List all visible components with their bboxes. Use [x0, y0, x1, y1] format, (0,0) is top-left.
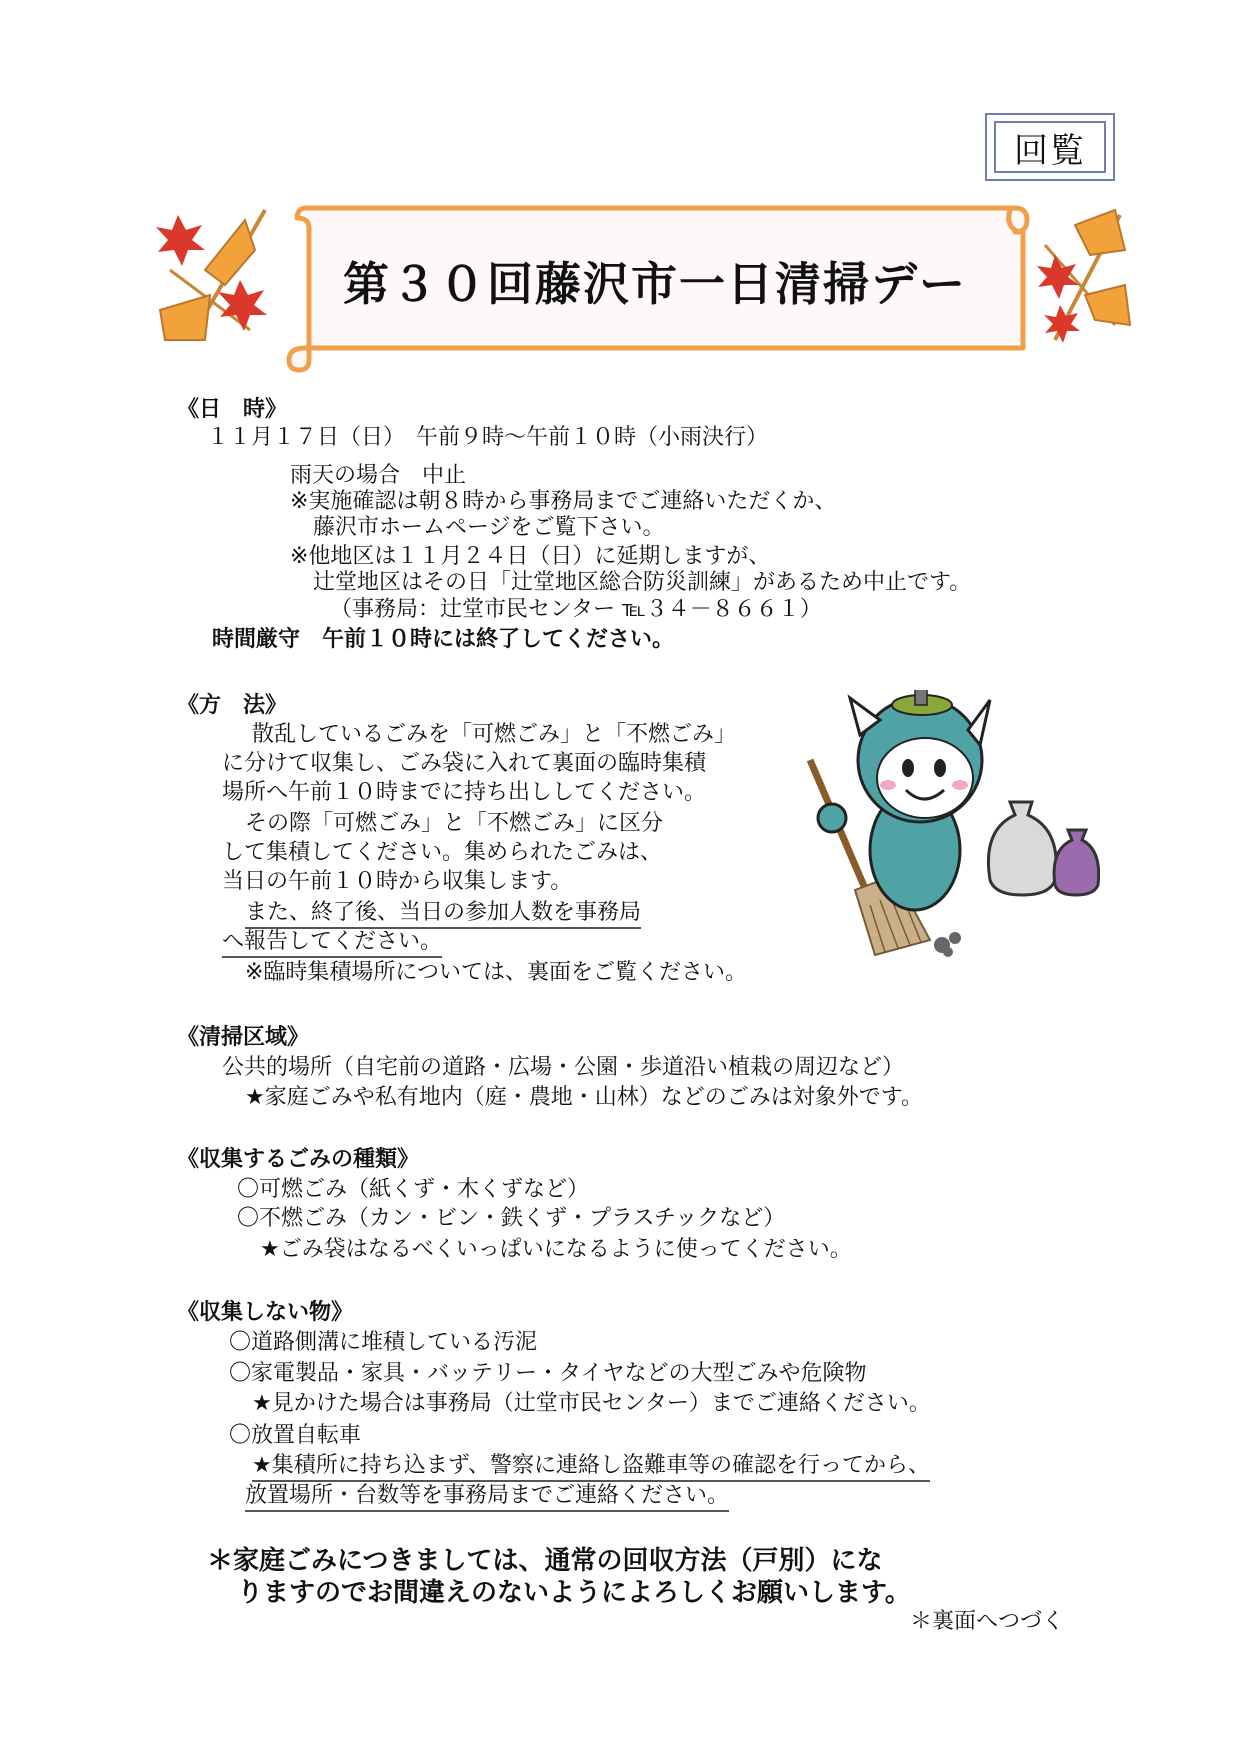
method-heading: 《方 法》 [177, 693, 288, 718]
excluded-note: ★見かけた場合は事務局（辻堂市民センター）までご連絡ください。 [252, 1391, 931, 1416]
household-waste-note-2: りますのでお間違えのないようによろしくお願いします。 [237, 1578, 911, 1608]
autumn-leaves-left-icon [150, 200, 280, 350]
page-title: 第３０回藤沢市一日清掃デー [343, 257, 967, 311]
report-note-2-text: へ報告してください。 [222, 929, 442, 958]
mascot-sweeping-illustration [800, 690, 1100, 960]
bicycle-note-1 [252, 1448, 930, 1479]
method-line: 場所へ午前１０時までに持ち出ししてください。 [222, 780, 707, 805]
method-line: その際「可燃ごみ」と「不燃ごみ」に区分 [245, 811, 664, 836]
other-district-note-1: ※他地区は１１月２４日（日）に延期しますが、 [290, 544, 771, 569]
bag-usage-note: ★ごみ袋はなるべくいっぱいになるように使ってください。 [260, 1237, 852, 1262]
household-waste-note-1: ＊家庭ごみにつきましては、通常の回収方法（戸別）にな [207, 1546, 883, 1576]
strict-time-note: 時間厳守 午前１０時には終了してください。 [212, 627, 675, 652]
type-item: 〇可燃ごみ（紙くず・木くずなど） [237, 1177, 590, 1202]
method-line: 散乱しているごみを「可燃ごみ」と「不燃ごみ」 [252, 722, 737, 747]
excluded-item: 〇家電製品・家具・バッテリー・タイヤなどの大型ごみや危険物 [229, 1361, 867, 1386]
area-exclusion-note: ★家庭ごみや私有地内（庭・農地・山林）などのごみは対象外です。 [245, 1085, 923, 1110]
rain-note: 雨天の場合 中止 [290, 463, 467, 488]
schedule-heading: 《日 時》 [177, 397, 288, 422]
method-line: に分けて収集し、ごみ袋に入れて裏面の臨時集積 [222, 751, 707, 776]
circulation-badge-label: 回覧 [994, 121, 1106, 173]
area-heading: 《清掃区域》 [177, 1025, 310, 1050]
autumn-leaves-right-icon [1035, 205, 1135, 345]
method-line: して集積してください。集められたごみは、 [222, 840, 663, 865]
report-note-2 [222, 924, 442, 955]
excluded-item: 〇道路側溝に堆積している汚泥 [229, 1330, 538, 1355]
continued-on-back: ＊裏面へつづく [910, 1609, 1065, 1634]
other-district-note-2: 辻堂地区はその日「辻堂地区総合防災訓練」があるため中止です。 [313, 570, 972, 595]
schedule-date: １１月１７日（日） 午前９時～午前１０時（小雨決行） [207, 425, 769, 450]
excluded-item: 〇放置自転車 [229, 1423, 362, 1448]
types-heading: 《収集するごみの種類》 [177, 1147, 420, 1172]
office-contact: （事務局：辻堂市民センター ℡３４－８６６１） [330, 597, 822, 622]
excluded-heading: 《収集しない物》 [177, 1300, 354, 1325]
method-line: 当日の午前１０時から収集します。 [222, 869, 573, 894]
collection-site-note: ※臨時集積場所については、裏面をご覧ください。 [245, 960, 747, 985]
confirm-note-2: 藤沢市ホームページをご覧下さい。 [313, 515, 665, 540]
area-line: 公共的場所（自宅前の道路・広場・公園・歩道沿い植栽の周辺など） [222, 1055, 905, 1080]
confirm-note-1: ※実施確認は朝８時から事務局までご連絡いただくか、 [290, 489, 837, 514]
type-item: 〇不燃ごみ（カン・ビン・鉄くず・プラスチックなど） [237, 1206, 786, 1231]
bicycle-note-2-text: 放置場所・台数等を事務局までご連絡ください。 [245, 1483, 729, 1512]
report-note-1-text: また、終了後、当日の参加人数を事務局 [245, 900, 641, 929]
bicycle-note-1-text: ★集積所に持ち込まず、警察に連絡し盗難車等の確認を行ってから、 [252, 1453, 930, 1482]
report-note-1 [245, 895, 641, 926]
bicycle-note-2 [245, 1478, 729, 1509]
circulation-badge [985, 113, 1115, 181]
